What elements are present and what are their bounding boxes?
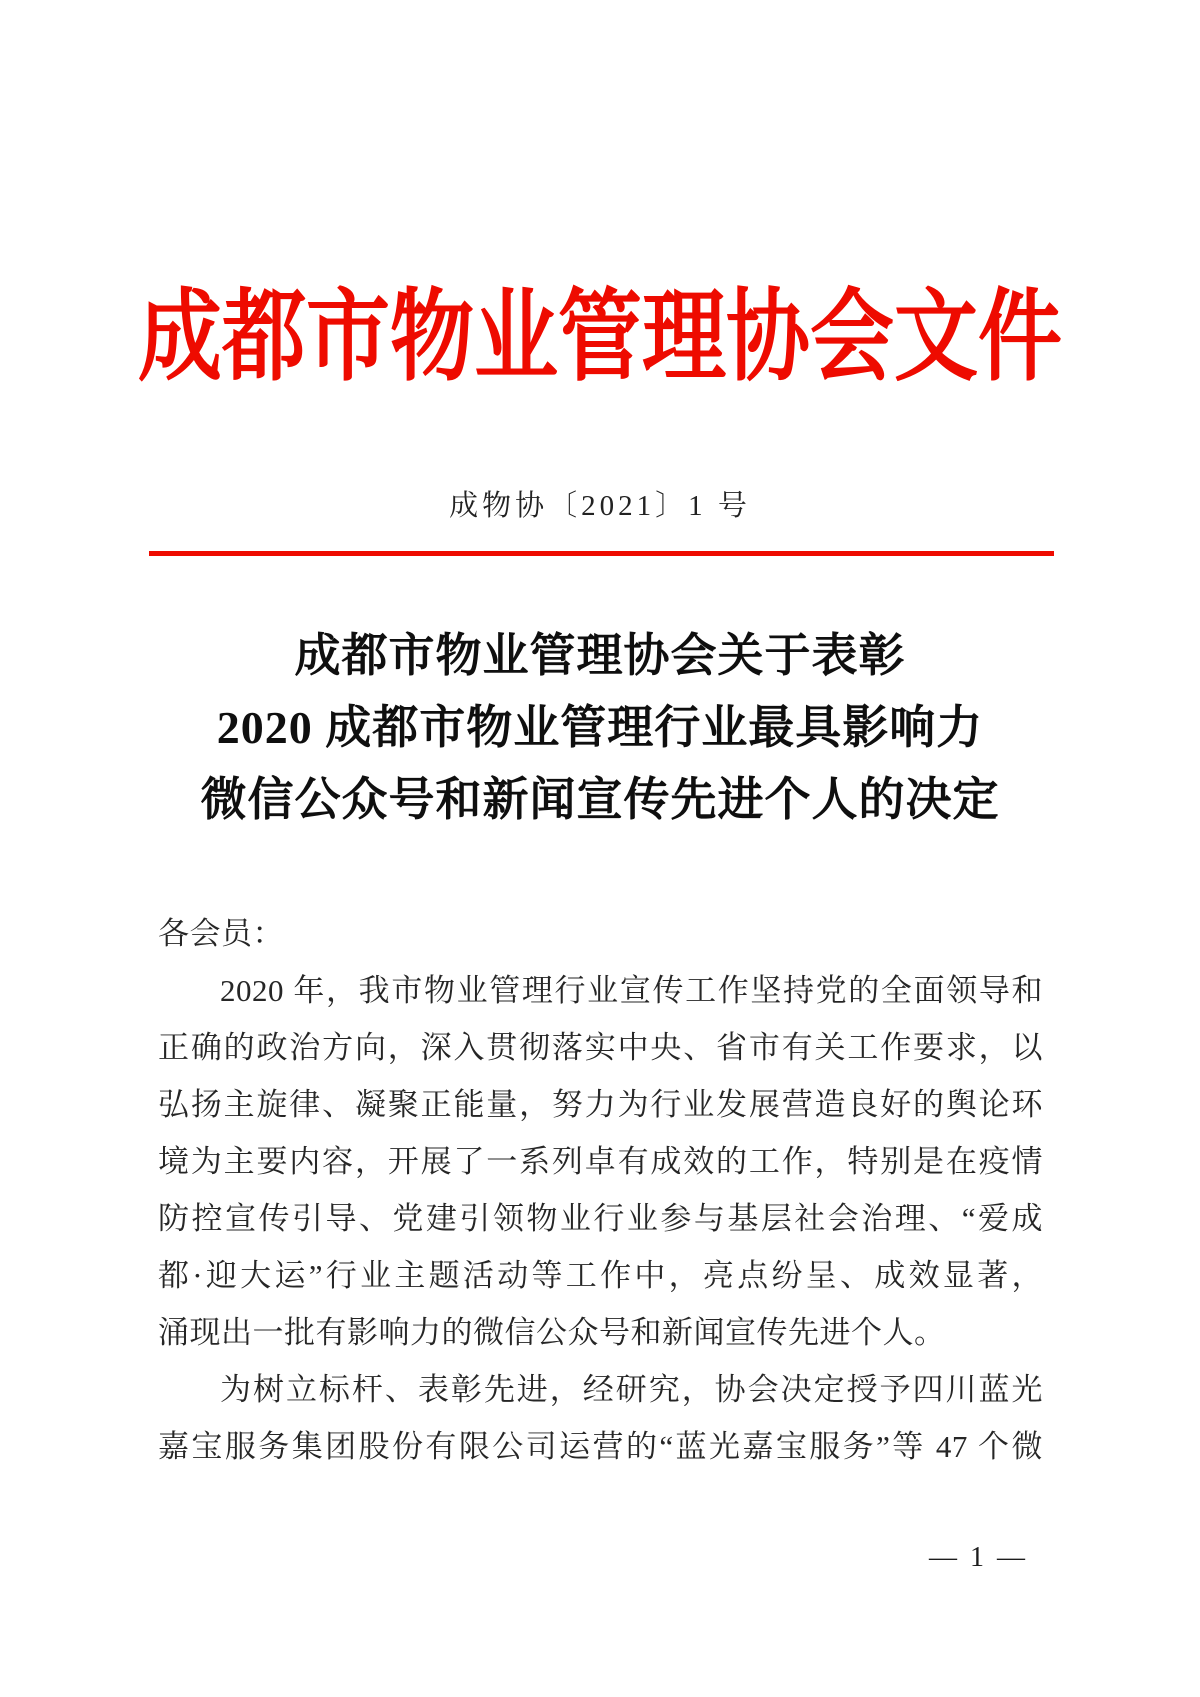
salutation: 各会员： <box>158 916 284 951</box>
red-divider-line <box>149 551 1054 556</box>
paragraph1-line: 涌现出一批有影响力的微信公众号和新闻宣传先进个人。 <box>158 1315 946 1350</box>
paragraph1-line: 防控宣传引导、党建引领物业行业参与基层社会治理、“爱成 <box>158 1201 1043 1236</box>
document-title-line-2: 2020 成都市物业管理行业最具影响力 <box>216 702 984 753</box>
paragraph2-line: 为树立标杆、表彰先进，经研究，协会决定授予四川蓝光 <box>220 1372 1043 1407</box>
document-title-line-3: 微信公众号和新闻宣传先进个人的决定 <box>200 774 1000 825</box>
page-number: — 1 — <box>929 1542 1028 1573</box>
paragraph1-line: 正确的政治方向，深入贯彻落实中央、省市有关工作要求，以 <box>158 1030 1043 1065</box>
paragraph1-line: 2020 年，我市物业管理行业宣传工作坚持党的全面领导和 <box>220 973 1043 1008</box>
document-number: 成物协〔2021〕1 号 <box>449 490 751 522</box>
document-body <box>158 905 1043 1475</box>
paragraph1-line: 弘扬主旋律、凝聚正能量，努力为行业发展营造良好的舆论环 <box>158 1087 1043 1122</box>
red-header-org-title: 成都市物业管理协会文件 <box>138 282 1063 393</box>
paragraph1-line: 都·迎大运”行业主题活动等工作中，亮点纷呈、成效显著， <box>158 1258 1043 1293</box>
paragraph2-line: 嘉宝服务集团股份有限公司运营的“蓝光嘉宝服务”等 47 个微 <box>158 1429 1043 1464</box>
paragraph1-line: 境为主要内容，开展了一系列卓有成效的工作，特别是在疫情 <box>158 1144 1043 1179</box>
document-title-line-1: 成都市物业管理协会关于表彰 <box>294 630 906 681</box>
document-title <box>0 620 1200 836</box>
